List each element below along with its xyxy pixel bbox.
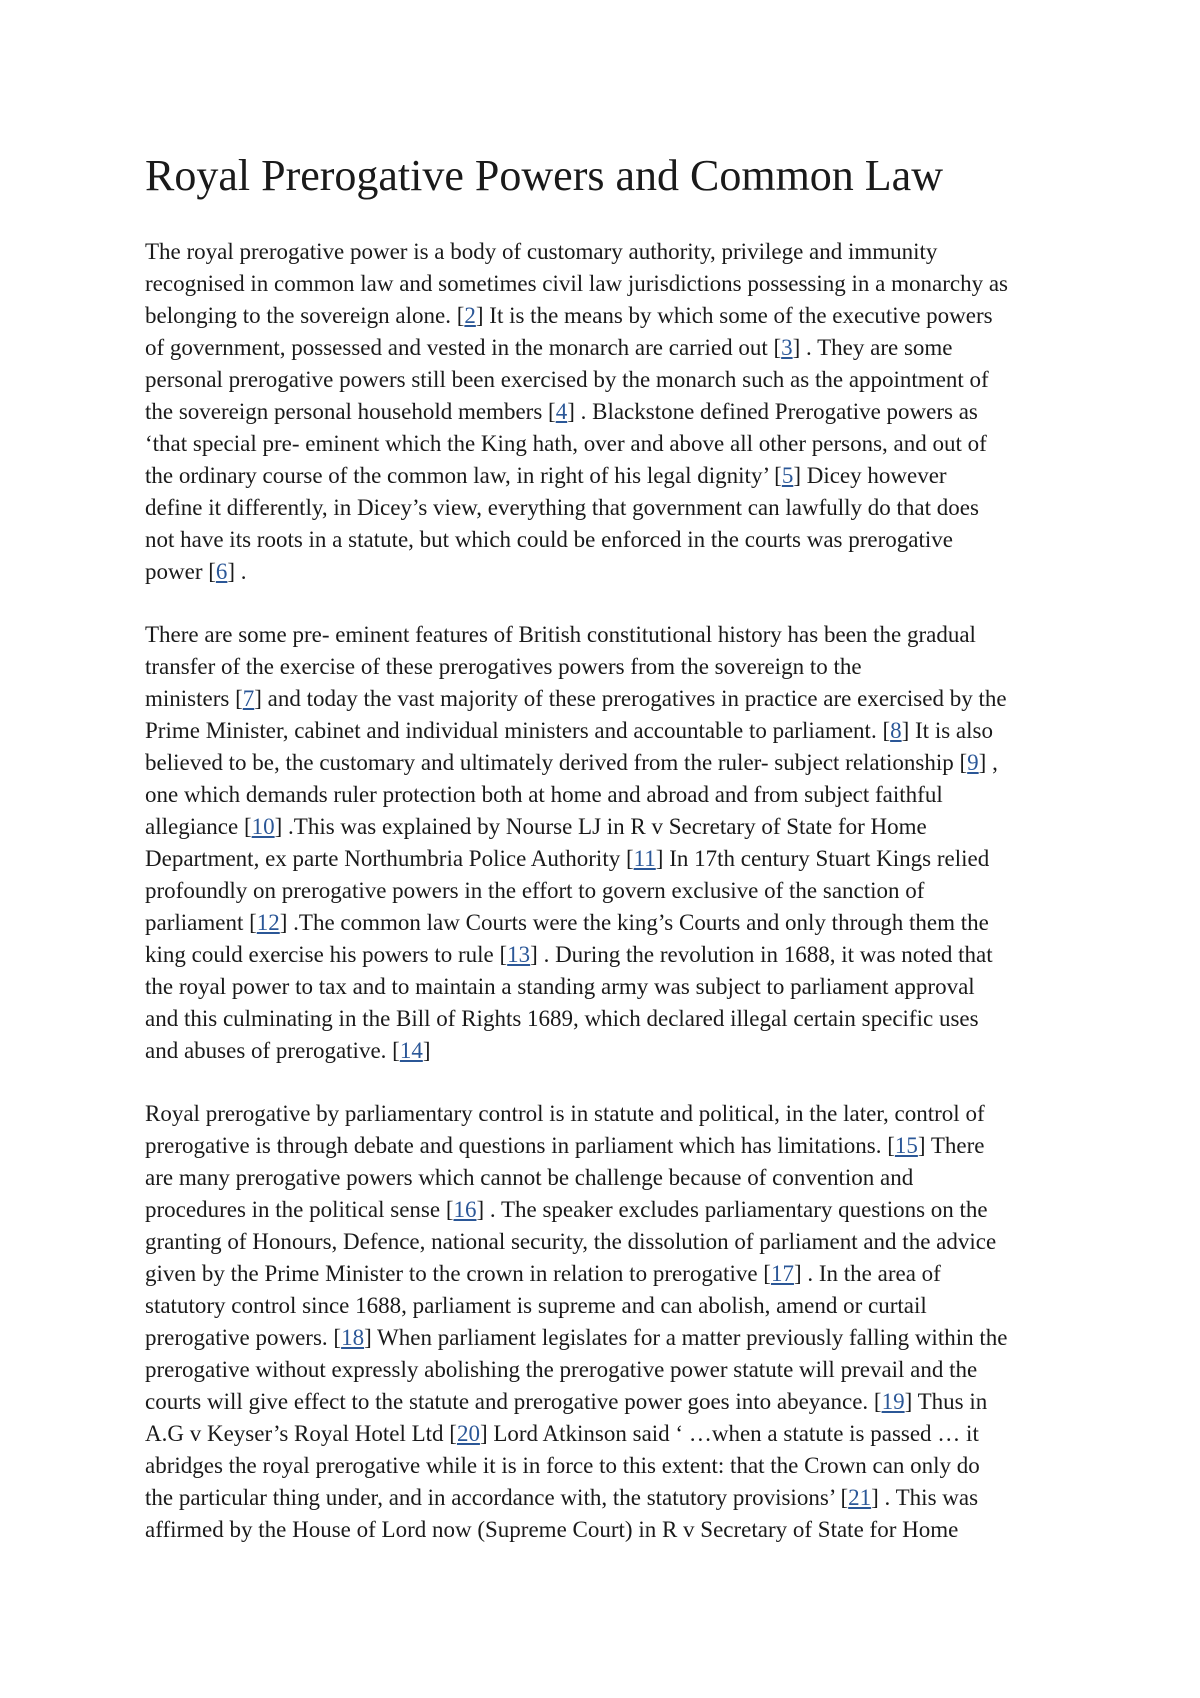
- text-segment: personal prerogative powers still been exercised by the monarch such as the appointment of: [145, 367, 989, 392]
- text-segment: the royal power to tax and to maintain a standing army was subject to parliament approval: [145, 974, 975, 999]
- footnote-link[interactable]: 9: [967, 750, 979, 775]
- text-segment: ministers [: [145, 686, 243, 711]
- text-segment: one which demands ruler protection both at home and abroad and from subject faithful: [145, 782, 943, 807]
- text-segment: granting of Honours, Defence, national security, the dissolution of parliament and the advice: [145, 1229, 997, 1254]
- text-segment: ‘that special pre- eminent which the King hath, over and above all other persons, and out of: [145, 431, 987, 456]
- text-segment: believed to be, the customary and ultimately derived from the ruler- subject relationship [: [145, 750, 968, 775]
- text-segment: prerogative is through debate and questions in parliament which has limitations. [: [145, 1133, 895, 1158]
- text-line: [145, 619, 1065, 651]
- text-segment: not have its roots in a statute, but which could be enforced in the courts was prerogative: [145, 527, 953, 552]
- text-segment: ] and today the vast majority of these prerogatives in practice are exercised by the: [254, 686, 1007, 711]
- text-segment: power [: [145, 559, 216, 584]
- text-line: [145, 1322, 1065, 1354]
- text-segment: ] .The common law Courts were the king’s Courts and only through them the: [279, 910, 989, 935]
- footnote-link[interactable]: 10: [251, 814, 275, 839]
- text-line: [145, 907, 1065, 939]
- text-segment: ] . The speaker excludes parliamentary questions on the: [476, 1197, 988, 1222]
- text-line: [145, 1098, 1065, 1130]
- text-segment: the particular thing under, and in accordance with, the statutory provisions’ [: [145, 1485, 849, 1510]
- text-line: [145, 1514, 1065, 1546]
- text-line: [145, 300, 1065, 332]
- footnote-link[interactable]: 13: [507, 942, 531, 967]
- text-line: [145, 1162, 1065, 1194]
- text-segment: and abuses of prerogative. [: [145, 1038, 400, 1063]
- text-segment: A.G v Keyser’s Royal Hotel Ltd [: [145, 1421, 457, 1446]
- footnote-link[interactable]: 16: [453, 1197, 477, 1222]
- text-line: [145, 939, 1065, 971]
- text-line: [145, 396, 1065, 428]
- text-segment: ] .: [227, 559, 247, 584]
- text-line: [145, 492, 1065, 524]
- text-line: [145, 1482, 1065, 1514]
- footnote-link[interactable]: 19: [881, 1389, 905, 1414]
- footnote-link[interactable]: 7: [242, 686, 255, 711]
- paragraph: [145, 619, 1065, 1067]
- text-segment: ] .This was explained by Nourse LJ in R v Secretary of State for Home: [274, 814, 927, 839]
- text-line: [145, 1290, 1065, 1322]
- footnote-link[interactable]: 20: [456, 1421, 480, 1446]
- footnote-link[interactable]: 8: [890, 718, 902, 743]
- text-segment: ] . This was: [871, 1485, 979, 1510]
- text-segment: given by the Prime Minister to the crown in relation to prerogative [: [145, 1261, 771, 1286]
- text-line: [145, 747, 1065, 779]
- text-segment: and this culminating in the Bill of Rights 1689, which declared illegal certain specific uses: [145, 1006, 979, 1031]
- footnote-link[interactable]: 12: [256, 910, 280, 935]
- text-line: [145, 1450, 1065, 1482]
- text-segment: ] Dicey however: [793, 463, 947, 488]
- text-segment: define it differently, in Dicey’s view, everything that government can lawfully do that does: [145, 495, 979, 520]
- text-line: [145, 428, 1065, 460]
- text-segment: Department, ex parte Northumbria Police Authority [: [145, 846, 634, 871]
- text-segment: The royal prerogative power is a body of customary authority, privilege and immunity: [145, 239, 938, 264]
- text-line: [145, 715, 1065, 747]
- text-line: [145, 268, 1065, 300]
- text-line: [145, 1354, 1065, 1386]
- footnote-link[interactable]: 4: [555, 399, 568, 424]
- text-line: [145, 1258, 1065, 1290]
- footnote-link[interactable]: 5: [781, 463, 794, 488]
- text-segment: statutory control since 1688, parliament is supreme and can abolish, amend or curtail: [145, 1293, 927, 1318]
- text-line: [145, 524, 1065, 556]
- paragraph: [145, 1098, 1065, 1546]
- text-line: [145, 683, 1065, 715]
- text-segment: ] When parliament legislates for a matter previously falling within the: [364, 1325, 1008, 1350]
- text-line: [145, 364, 1065, 396]
- text-segment: ] There: [917, 1133, 985, 1158]
- text-segment: ] . They are some: [792, 335, 953, 360]
- text-segment: the sovereign personal household members [: [145, 399, 556, 424]
- text-segment: ] It is also: [901, 718, 993, 743]
- text-line: [145, 236, 1065, 268]
- text-line: [145, 651, 1065, 683]
- text-segment: ] . Blackstone defined Prerogative powers as: [567, 399, 978, 424]
- text-segment: courts will give effect to the statute and prerogative power goes into abeyance. [: [145, 1389, 882, 1414]
- text-segment: Royal prerogative by parliamentary control is in statute and political, in the later, control of: [145, 1101, 985, 1126]
- text-segment: belonging to the sovereign alone. [: [145, 303, 465, 328]
- text-segment: profoundly on prerogative powers in the effort to govern exclusive of the sanction of: [145, 878, 925, 903]
- footnote-link[interactable]: 11: [633, 846, 656, 871]
- text-line: [145, 1418, 1065, 1450]
- text-segment: ] In 17th century Stuart Kings relied: [655, 846, 990, 871]
- text-segment: ] Lord Atkinson said ‘ …when a statute is passed … it: [479, 1421, 979, 1446]
- text-segment: are many prerogative powers which cannot be challenge because of convention and: [145, 1165, 914, 1190]
- text-segment: Prime Minister, cabinet and individual ministers and accountable to parliament. [: [145, 718, 891, 743]
- paragraph: [145, 236, 1065, 588]
- text-line: [145, 460, 1065, 492]
- text-segment: the ordinary course of the common law, in right of his legal dignity’ [: [145, 463, 782, 488]
- text-line: [145, 875, 1065, 907]
- footnote-link[interactable]: 14: [399, 1038, 423, 1063]
- text-line: [145, 332, 1065, 364]
- text-segment: of government, possessed and vested in the monarch are carried out [: [145, 335, 782, 360]
- text-segment: procedures in the political sense [: [145, 1197, 454, 1222]
- text-segment: ] It is the means by which some of the executive powers: [475, 303, 993, 328]
- text-segment: ] . During the revolution in 1688, it was noted that: [530, 942, 993, 967]
- text-line: [145, 971, 1065, 1003]
- text-segment: affirmed by the House of Lord now (Supreme Court) in R v Secretary of State for Home: [145, 1517, 959, 1542]
- text-segment: prerogative powers. [: [145, 1325, 342, 1350]
- text-segment: recognised in common law and sometimes civil law jurisdictions possessing in a monarchy as: [145, 271, 1008, 296]
- text-line: [145, 1035, 1065, 1067]
- footnote-link[interactable]: 15: [894, 1133, 918, 1158]
- text-segment: ] . In the area of: [793, 1261, 941, 1286]
- text-line: [145, 1130, 1065, 1162]
- text-segment: ] ,: [978, 750, 998, 775]
- footnote-link[interactable]: 17: [770, 1261, 794, 1286]
- text-segment: transfer of the exercise of these prerogatives powers from the sovereign to the: [145, 654, 862, 679]
- text-segment: prerogative without expressly abolishing the prerogative power statute will prevail and the: [145, 1357, 978, 1382]
- footnote-link[interactable]: 3: [781, 335, 793, 360]
- footnote-link[interactable]: 2: [464, 303, 476, 328]
- text-line: [145, 843, 1065, 875]
- text-segment: abridges the royal prerogative while it is in force to this extent: that the Crown can only do: [145, 1453, 980, 1478]
- footnote-link[interactable]: 6: [215, 559, 228, 584]
- text-segment: There are some pre- eminent features of British constitutional history has been the gradual: [145, 622, 976, 647]
- text-segment: king could exercise his powers to rule [: [145, 942, 508, 967]
- text-line: [145, 556, 1065, 588]
- text-line: [145, 1194, 1065, 1226]
- text-line: [145, 1003, 1065, 1035]
- page-title: Royal Prerogative Powers and Common Law: [145, 151, 943, 200]
- text-line: [145, 779, 1065, 811]
- text-segment: allegiance [: [145, 814, 252, 839]
- text-line: [145, 811, 1065, 843]
- footnote-link[interactable]: 21: [848, 1485, 872, 1510]
- text-line: [145, 1226, 1065, 1258]
- text-segment: ] Thus in: [904, 1389, 988, 1414]
- text-line: [145, 1386, 1065, 1418]
- text-segment: parliament [: [145, 910, 257, 935]
- footnote-link[interactable]: 18: [341, 1325, 365, 1350]
- text-segment: ]: [422, 1038, 431, 1063]
